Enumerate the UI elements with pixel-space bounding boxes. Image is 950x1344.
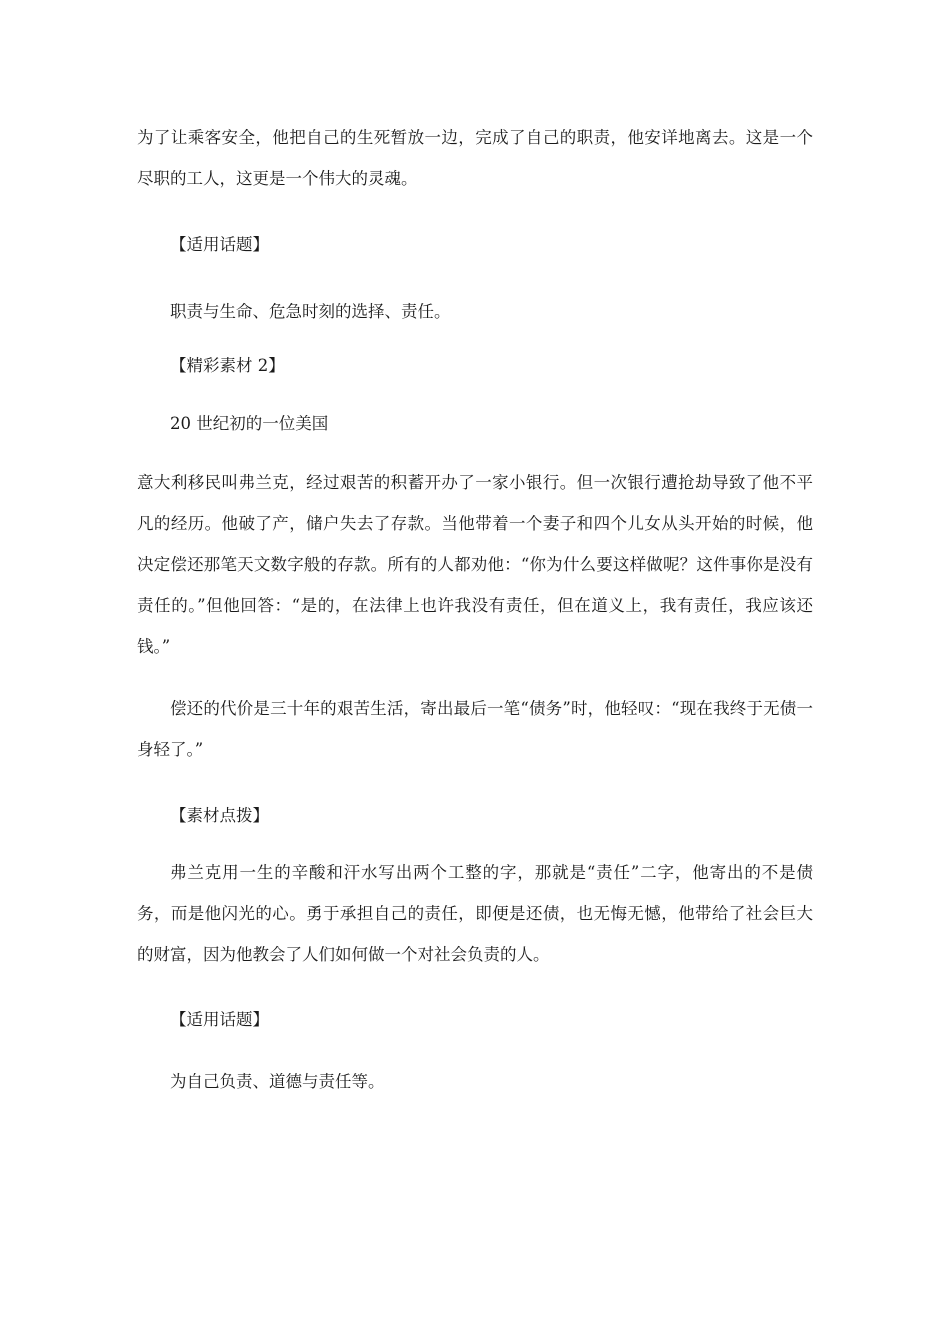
paragraph-commentary: 弗兰克用一生的辛酸和汗水写出两个工整的字，那就是“责任”二字，他寄出的不是债务，而是他闪光的心。勇于承担自己的责任，即便是还债，也无悔无憾，他带给了社会巨大的财富，因为他教会了人们如何做一个对社会负责的人。 [137,863,813,964]
heading-material-commentary: 【素材点拨】 [170,806,269,825]
paragraph-repayment: 偿还的代价是三十年的艰苦生活，寄出最后一笔“债务”时，他轻叹：“现在我终于无债一身轻了。” [137,699,813,759]
heading-applicable-topics-2: 【适用话题】 [170,1010,269,1029]
paragraph-conclusion-1: 为了让乘客安全，他把自己的生死暂放一边，完成了自己的职责，他安详地离去。这是一个尽职的工人，这更是一个伟大的灵魂。 [137,128,813,188]
paragraph-topics-1: 职责与生命、危急时刻的选择、责任。 [170,302,451,321]
paragraph-intro-line: 20 世纪初的一位美国 [170,414,329,433]
heading-applicable-topics-1: 【适用话题】 [170,235,269,254]
heading-material-2: 【精彩素材 2】 [170,356,285,375]
paragraph-topics-2: 为自己负责、道德与责任等。 [170,1072,385,1091]
paragraph-frank-story: 意大利移民叫弗兰克，经过艰苦的积蓄开办了一家小银行。但一次银行遭抢劫导致了他不平凡的经历。他破了产，储户失去了存款。当他带着一个妻子和四个儿女从头开始的时候，他决定偿还那笔天文数字般的存款。所有的人都劝他：“你为什么要这样做呢？这件事你是没有责任的。”但他回答：“是的，在法律上也许我没有责任，但在道义上，我有责任，我应该还钱。” [137,473,813,656]
